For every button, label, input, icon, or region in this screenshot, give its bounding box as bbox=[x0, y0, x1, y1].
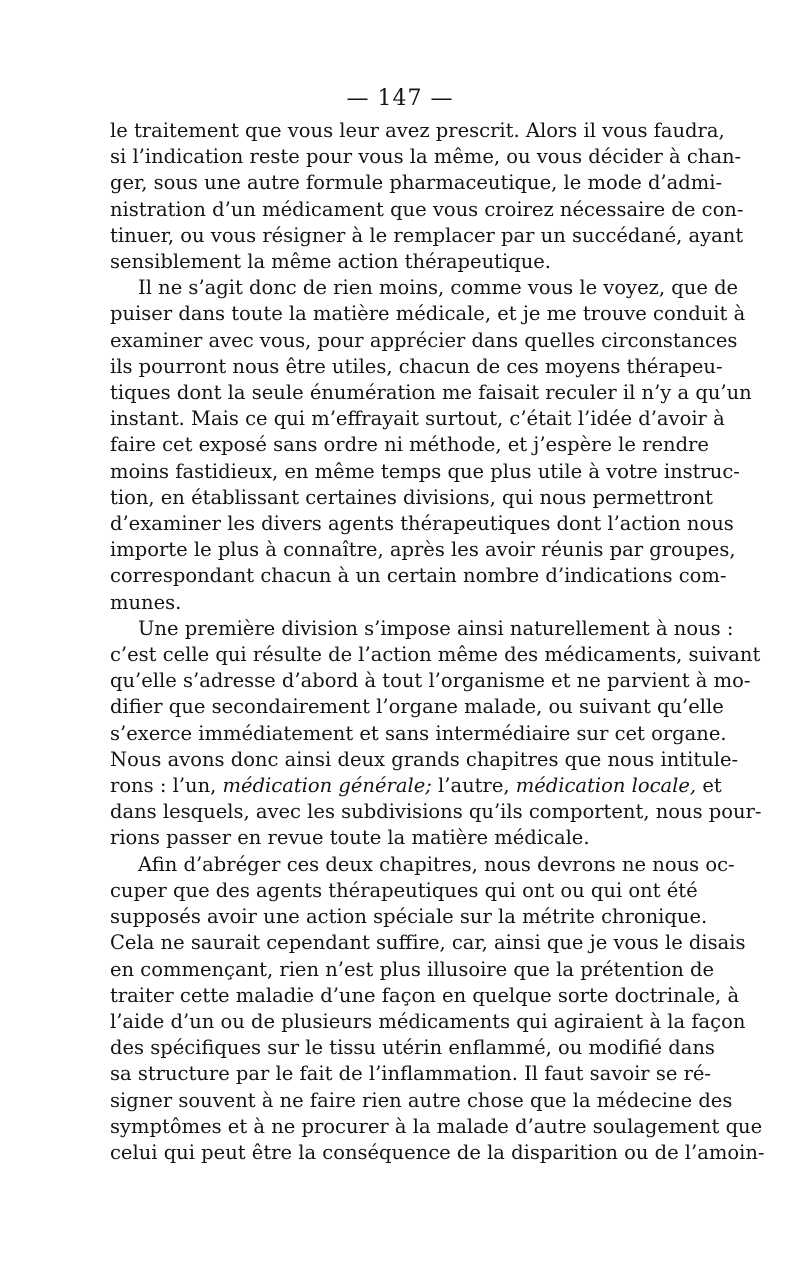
text-line: qu’elle s’adresse d’abord à tout l’organisme et ne parvient à mo- bbox=[110, 669, 751, 693]
text-line: c’est celle qui résulte de l’action même des médicaments, suivant bbox=[110, 643, 761, 667]
text-line: celui qui peut être la conséquence de la disparition ou de l’amoin- bbox=[110, 1140, 765, 1164]
text-line: tion, en établissant certaines divisions, qui nous permettront bbox=[110, 485, 714, 509]
text-line: difier que secondairement l’organe malade, ou suivant qu’elle bbox=[110, 695, 724, 719]
text-line: sensiblement la même action thérapeutique. bbox=[110, 250, 551, 274]
paragraph-4 bbox=[110, 852, 765, 1166]
text-line: Une première division s’impose ainsi naturellement à nous : bbox=[138, 616, 734, 640]
text-line: puiser dans toute la matière médicale, et je me trouve conduit à bbox=[110, 302, 746, 326]
text-line: importe le plus à connaître, après les avoir réunis par groupes, bbox=[110, 538, 736, 562]
text-line: faire cet exposé sans ordre ni méthode, et j’espère le rendre bbox=[110, 433, 709, 457]
text-line: d’examiner les divers agents thérapeutiques dont l’action nous bbox=[110, 512, 734, 536]
text-segment: et bbox=[696, 774, 722, 798]
text-segment: rons : l’un, bbox=[110, 774, 223, 798]
text-line: munes. bbox=[110, 590, 182, 614]
emphasis-local-medication: médication locale, bbox=[515, 774, 697, 798]
text-line: traiter cette maladie d’une façon en quelque sorte doctrinale, à bbox=[110, 983, 740, 1007]
text-line: nistration d’un médicament que vous croirez nécessaire de con- bbox=[110, 197, 744, 221]
text-line: signer souvent à ne faire rien autre chose que la médecine des bbox=[110, 1088, 733, 1112]
text-line: des spécifiques sur le tissu utérin enflammé, ou modifié dans bbox=[110, 1036, 715, 1060]
text-line-with-emphasis bbox=[110, 773, 722, 799]
text-line: ger, sous une autre formule pharmaceutique, le mode d’admi- bbox=[110, 171, 723, 195]
text-line: tinuer, ou vous résigner à le remplacer par un succédané, ayant bbox=[110, 223, 744, 247]
text-line: s’exerce immédiatement et sans intermédiaire sur cet organe. bbox=[110, 721, 727, 745]
text-line: supposés avoir une action spéciale sur la métrite chronique. bbox=[110, 905, 708, 929]
text-line: instant. Mais ce qui m’effrayait surtout, c’était l’idée d’avoir à bbox=[110, 407, 725, 431]
text-line: Nous avons donc ainsi deux grands chapitres que nous intitule- bbox=[110, 747, 739, 771]
text-line: ils pourront nous être utiles, chacun de ces moyens thérapeu- bbox=[110, 354, 723, 378]
text-line: symptômes et à ne procurer à la malade d’autre soulagement que bbox=[110, 1114, 763, 1138]
text-line: correspondant chacun à un certain nombre d’indications com- bbox=[110, 564, 727, 588]
text-segment: l’autre, bbox=[431, 774, 516, 798]
text-line: le traitement que vous leur avez prescrit. Alors il vous faudra, bbox=[110, 119, 725, 142]
emphasis-general-medication: médication générale; bbox=[222, 774, 432, 798]
paragraph-2 bbox=[110, 275, 752, 616]
text-line: Cela ne saurait cependant suffire, car, ainsi que je vous le disais bbox=[110, 931, 746, 955]
text-line: si l’indication reste pour vous la même, ou vous décider à chan- bbox=[110, 145, 742, 169]
body-text bbox=[110, 118, 765, 1166]
text-line: Il ne s’agit donc de rien moins, comme vous le voyez, que de bbox=[138, 276, 739, 300]
text-line: en commençant, rien n’est plus illusoire que la prétention de bbox=[110, 957, 715, 981]
page-number: — 147 — bbox=[346, 86, 454, 111]
text-line: rions passer en revue toute la matière médicale. bbox=[110, 826, 590, 850]
text-line: Afin d’abréger ces deux chapitres, nous devrons ne nous oc- bbox=[138, 852, 735, 876]
paragraph-1 bbox=[110, 118, 744, 275]
text-line: moins fastidieux, en même temps que plus utile à votre instruc- bbox=[110, 459, 740, 483]
paragraph-3 bbox=[110, 616, 762, 852]
text-line: sa structure par le fait de l’inflammation. Il faut savoir se ré- bbox=[110, 1062, 712, 1086]
text-line: examiner avec vous, pour apprécier dans quelles circonstances bbox=[110, 328, 738, 352]
text-line: cuper que des agents thérapeutiques qui ont ou qui ont été bbox=[110, 878, 698, 902]
text-line: tiques dont la seule énumération me faisait reculer il n’y a qu’un bbox=[110, 381, 752, 405]
text-line: l’aide d’un ou de plusieurs médicaments qui agiraient à la façon bbox=[110, 1009, 746, 1033]
text-line: dans lesquels, avec les subdivisions qu’ils comportent, nous pour- bbox=[110, 800, 762, 824]
